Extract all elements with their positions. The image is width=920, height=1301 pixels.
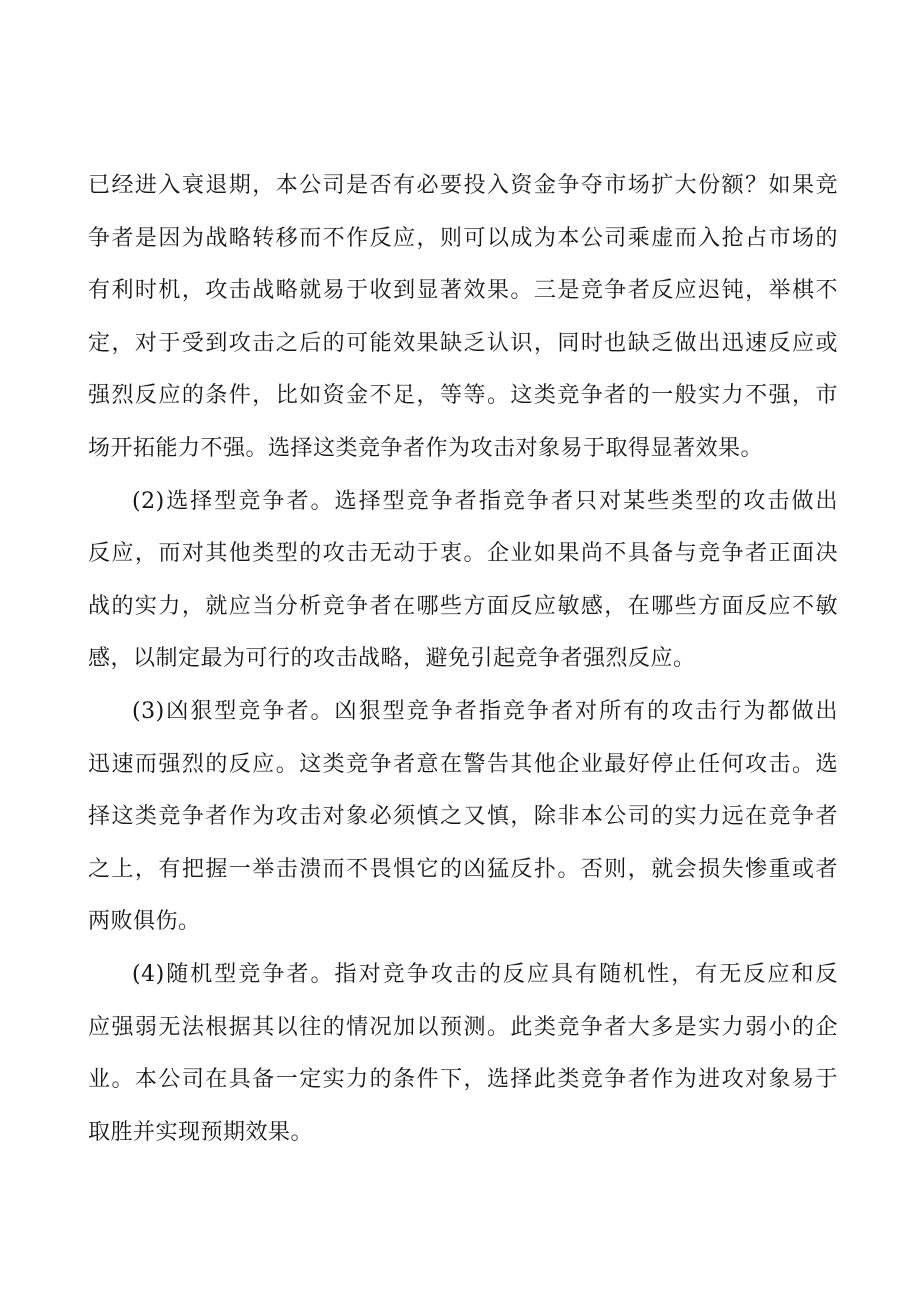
- text-line: 之上，有把握一举击溃而不畏惧它的凶猛反扑。否则，就会损失惨重或者: [88, 856, 838, 882]
- text-line: 迅速而强烈的反应。这类竞争者意在警告其他企业最好停止任何攻击。选: [88, 751, 838, 777]
- paragraph-3: [88, 686, 838, 949]
- text-line: 场开拓能力不强。选择这类竞争者作为攻击对象易于取得显著效果。: [88, 435, 764, 461]
- text-line: (3)凶狠型竞争者。凶狠型竞争者指竞争者对所有的攻击行为都做出: [132, 698, 838, 724]
- text-line: 择这类竞争者作为攻击对象必须慎之又慎，除非本公司的实力远在竞争者: [88, 804, 838, 830]
- text-line: 应强弱无法根据其以往的情况加以预测。此类竞争者大多是实力弱小的企: [88, 1014, 838, 1040]
- text-line: 业。本公司在具备一定实力的条件下，选择此类竞争者作为进攻对象易于: [88, 1067, 838, 1093]
- text-line: 反应，而对其他类型的攻击无动于衷。企业如果尚不具备与竞争者正面决: [88, 541, 838, 567]
- text-line: (2)选择型竞争者。选择型竞争者指竞争者只对某些类型的攻击做出: [132, 488, 838, 514]
- paragraph-1: [88, 160, 838, 476]
- text-line: 有利时机，攻击战略就易于收到显著效果。三是竞争者反应迟钝，举棋不: [88, 278, 838, 304]
- text-line: 定，对于受到攻击之后的可能效果缺乏认识，同时也缺乏做出迅速反应或: [88, 330, 838, 356]
- document-text: [88, 160, 838, 1159]
- text-line: 强烈反应的条件，比如资金不足，等等。这类竞争者的一般实力不强，市: [88, 383, 838, 409]
- paragraph-4: [88, 949, 838, 1159]
- text-line: 战的实力，就应当分析竞争者在哪些方面反应敏感，在哪些方面反应不敏: [88, 593, 838, 619]
- paragraph-2: [88, 476, 838, 686]
- text-line: 已经进入衰退期，本公司是否有必要投入资金争夺市场扩大份额？如果竞: [88, 173, 838, 198]
- text-line: 两败俱伤。: [88, 909, 201, 935]
- text-line: 争者是因为战略转移而不作反应，则可以成为本公司乘虚而入抢占市场的: [88, 225, 838, 251]
- text-line: 取胜并实现预期效果。: [88, 1119, 314, 1145]
- text-line: 感，以制定最为可行的攻击战略，避免引起竞争者强烈反应。: [88, 646, 696, 672]
- text-line: (4)随机型竞争者。指对竞争攻击的反应具有随机性，有无反应和反: [132, 961, 838, 987]
